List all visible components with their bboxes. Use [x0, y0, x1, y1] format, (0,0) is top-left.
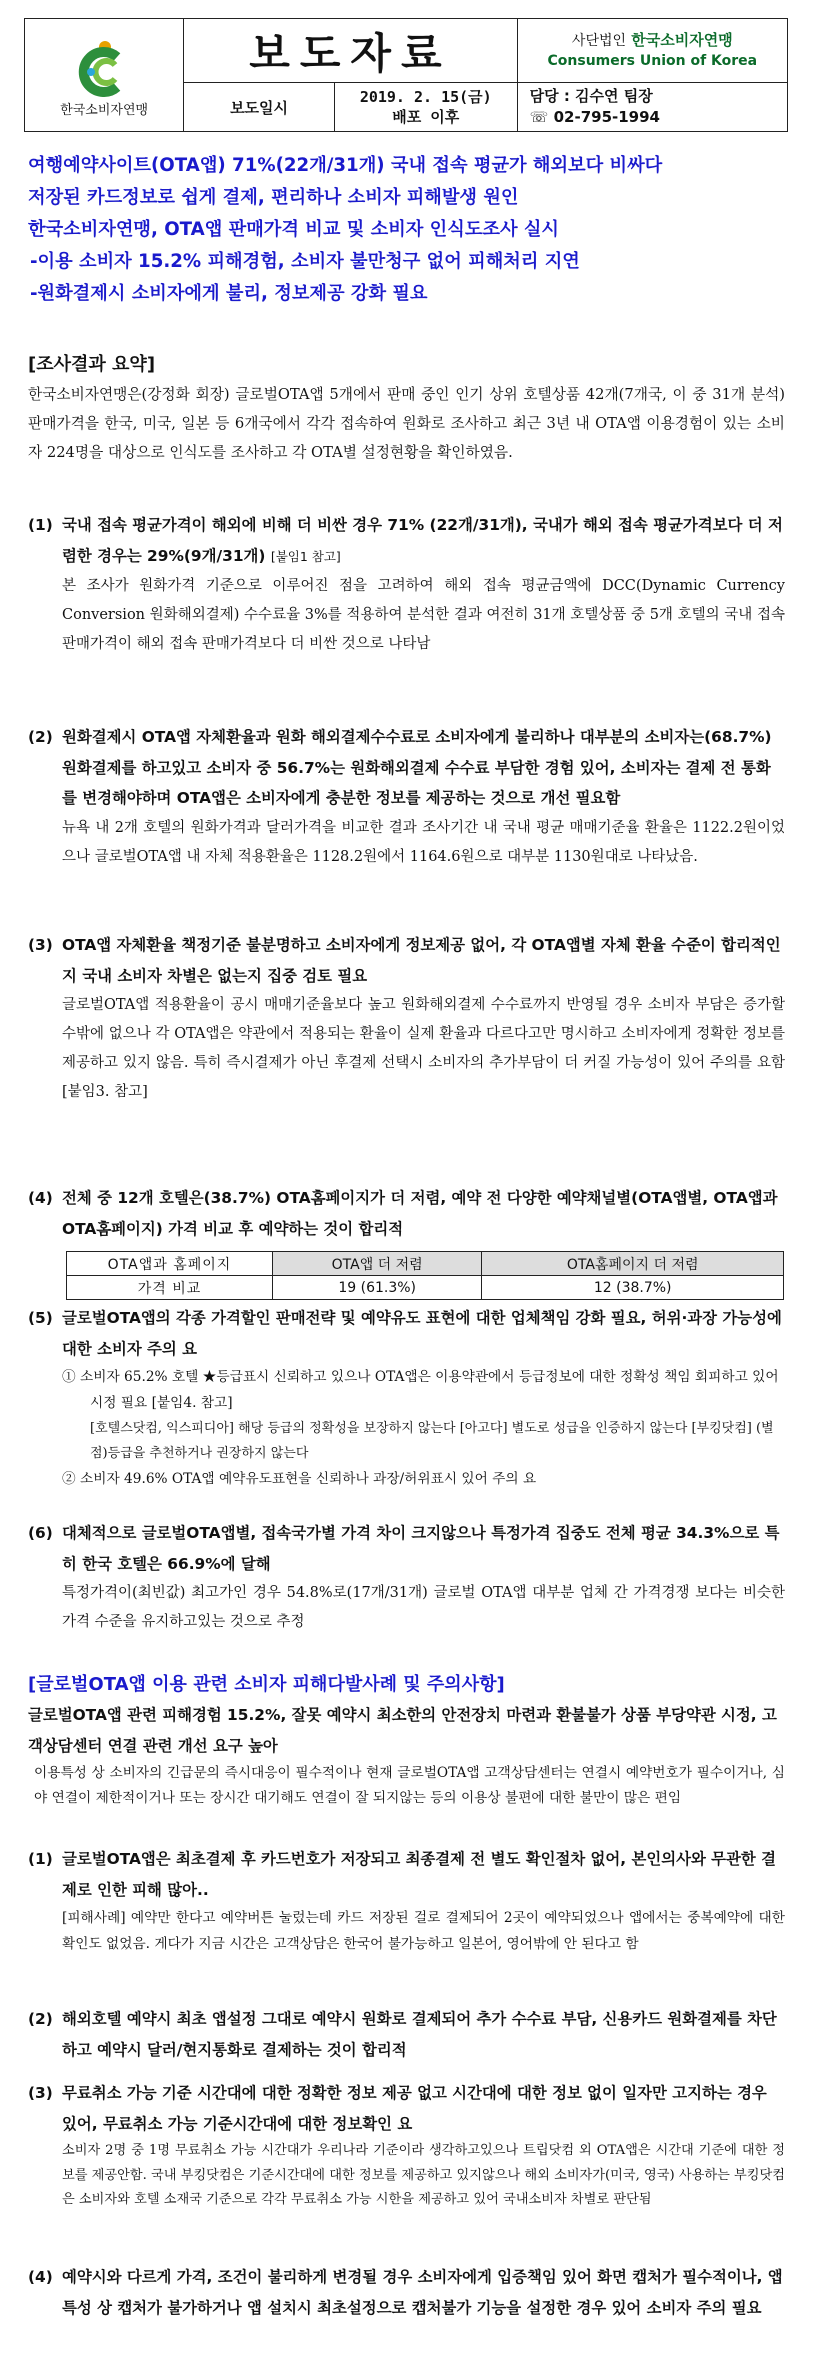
- item-heading: 해외호텔 예약시 최초 앱설정 그대로 예약시 원화로 결제되어 추가 수수료 부담, 신용카드 원화결제를 차단하고 예약시 달러/현지통화로 결제하는 것이 합리적: [62, 2010, 777, 2059]
- item-number: (1): [28, 516, 53, 534]
- damage-lead-body: 이용특성 상 소비자의 긴급문의 즉시대응이 필수적이나 현재 글로벌OTA앱 고객상담센터는 연결시 예약번호가 필수이거나, 심야 연결이 제한적이거나 또는 장시간 대기해도 연결이 잘 되지않는 등의 이용상 불편에 대한 불만이 많은 편임: [34, 1765, 785, 1806]
- org-logo: [25, 19, 184, 132]
- logo-org-name: 한국소비자연맹: [60, 102, 149, 118]
- headline-line: 저장된 카드정보로 쉽게 결제, 편리하나 소비자 피해발생 원인: [28, 187, 519, 208]
- damage-item-4: [28, 2262, 785, 2323]
- item-number: (2): [28, 2010, 53, 2028]
- item-body: 특정가격이(최빈값) 최고가인 경우 54.8%로(17개/31개) 글로벌 OTA앱 대부분 업체 간 가격경쟁 보다는 비슷한 가격 수준을 유지하고있는 것으로 추정: [62, 1585, 785, 1630]
- item-number: (6): [28, 1524, 53, 1542]
- item-note: [붙임1 참고]: [270, 548, 341, 564]
- item-number: (4): [28, 1189, 53, 1207]
- item-heading: 무료취소 가능 기준 시간대에 대한 정확한 정보 제공 없고 시간대에 대한 정보 없이 일자만 고지하는 경우 있어, 무료취소 가능 기준시간대에 대한 정보확인 요: [62, 2084, 767, 2133]
- item-heading: 글로벌OTA앱의 각종 가격할인 판매전략 및 예약유도 표현에 대한 업체책임 강화 필요, 허위·과장 가능성에 대한 소비자 주의 요: [62, 1309, 782, 1358]
- org-name-ko: 한국소비자연맹: [631, 31, 733, 49]
- item-body: [피해사례] 예약만 한다고 예약버튼 눌렀는데 카드 저장된 걸로 결제되어 2곳이 예약되었으나 앱에서는 중복예약에 대한 확인도 없었음. 게다가 지금 시간은 고객상담은 한국어 불가능하고 일본어, 영어밖에 안 된다고 함: [62, 1910, 785, 1952]
- org-prefix: 사단법인: [571, 33, 627, 49]
- compare-label-bottom: 가격 비교: [67, 1276, 273, 1300]
- compare-col2-value: 12 (38.7%): [482, 1276, 784, 1300]
- contact-phone: ☏ 02-795-1994: [529, 108, 660, 126]
- item-heading: OTA앱 자체환율 책정기준 불분명하고 소비자에게 정보제공 없어, 각 OTA앱별 자체 환율 수준이 합리적인지 국내 소비자 차별은 없는지 집중 검토 필요: [62, 936, 781, 985]
- item-number: (4): [28, 2268, 53, 2286]
- release-note: 배포 이후: [392, 108, 460, 126]
- headline-line: 여행예약사이트(OTA앱) 71%(22개/31개) 국내 접속 평균가 해외보다 비싸다: [28, 155, 663, 176]
- summary-item-3: [28, 930, 785, 1107]
- item-sub-point: ① 소비자 65.2% 호텔 ★등급표시 신뢰하고 있으나 OTA앱은 이용약관에서 등급정보에 대한 정확성 책임 회피하고 있어 시정 필요 [붙임4. 참고]: [62, 1369, 779, 1411]
- summary-item-2: [28, 722, 785, 872]
- header-table: [24, 18, 788, 132]
- document-title: 보도자료: [184, 19, 517, 83]
- item-number: (1): [28, 1850, 53, 1868]
- item-sub-note: [호텔스닷컴, 익스피디아] 해당 등급의 정확성을 보장하지 않는다 [아고다] 별도로 성급을 인증하지 않는다 [부킹닷컴] (별점)등급을 추천하거나 권장하지 않는다: [90, 1421, 774, 1461]
- item-heading: 전체 중 12개 호텔은(38.7%) OTA홈페이지가 더 저렴, 예약 전 다양한 예약채널별(OTA앱별, OTA앱과 OTA홈페이지) 가격 비교 후 예약하는 것이 합리적: [62, 1189, 778, 1238]
- release-label: 보도일시: [184, 83, 335, 132]
- summary-heading: [조사결과 요약]: [28, 354, 156, 375]
- summary-intro: 한국소비자연맹은(강정화 회장) 글로벌OTA앱 5개에서 판매 중인 인기 상위 호텔상품 42개(7개국, 이 중 31개 분석) 판매가격을 한국, 미국, 일본 등 6개국에서 각각 접속하여 원화로 조사하고 최근 3년 내 OTA앱 이용경험이 있는 소비자 224명을 대상으로 인식도를 조사하고 각 OTA별 설정현황을 확인하였음.: [28, 386, 785, 461]
- org-block: [517, 19, 787, 83]
- price-compare-table: [66, 1251, 784, 1300]
- item-body: 본 조사가 원화가격 기준으로 이루어진 점을 고려하여 해외 접속 평균금액에 DCC(Dynamic Currency Conversion 원화해외결제) 수수료율 3%를 적용하여 분석한 결과 여전히 31개 호텔상품 중 5개 호텔의 국내 접속 판매가격이 해외 접속 판매가격보다 더 비싼 것으로 나타남: [62, 578, 785, 652]
- contact-cell: [517, 83, 787, 132]
- item-heading: 원화결제시 OTA앱 자체환율과 원화 해외결제수수료로 소비자에게 불리하나 대부분의 소비자는(68.7%) 원화결제를 하고있고 소비자 중 56.7%는 원화해외결제 수수료 부담한 경험 있어, 소비자는 결제 전 통화를 변경해야하며 OTA앱은 소비자에게 충분한 정보를 제공하는 것으로 개선 필요함: [62, 728, 772, 807]
- item-number: (2): [28, 728, 53, 746]
- headline-block: [28, 150, 788, 310]
- damage-lead-heading: 글로벌OTA앱 관련 피해경험 15.2%, 잘못 예약시 최소한의 안전장치 마련과 환불불가 상품 부당약관 시정, 고객상담센터 연결 관련 개선 요구 높아: [28, 1706, 777, 1755]
- summary-item-6: [28, 1518, 785, 1637]
- summary-item-5: [28, 1303, 785, 1492]
- release-date-cell: [334, 83, 517, 132]
- damage-item-2: [28, 2004, 785, 2065]
- headline-subline: -이용 소비자 15.2% 피해경험, 소비자 불만청구 없어 피해처리 지연: [30, 251, 580, 272]
- item-number: (3): [28, 936, 53, 954]
- item-sub-point: ② 소비자 49.6% OTA앱 예약유도표현을 신뢰하나 과장/허위표시 있어 주의 요: [62, 1471, 537, 1487]
- item-number: (5): [28, 1309, 53, 1327]
- release-date: 2019. 2. 15(금): [359, 88, 492, 106]
- headline-subline: -원화결제시 소비자에게 불리, 정보제공 강화 필요: [30, 283, 428, 304]
- item-heading: 예약시와 다르게 가격, 조건이 불리하게 변경될 경우 소비자에게 입증책임 있어 화면 캡처가 필수적이나, 앱 특성 상 캡처가 불가하거나 앱 설치시 최초설정으로 캡처불가 기능을 설정한 경우 있어 소비자 주의 필요: [62, 2268, 783, 2317]
- headline-line: 한국소비자연맹, OTA앱 판매가격 비교 및 소비자 인식도조사 실시: [28, 219, 559, 240]
- compare-col1-value: 19 (61.3%): [273, 1276, 482, 1300]
- damage-lead: [28, 1700, 785, 1811]
- consumer-union-logo-icon: [69, 35, 139, 97]
- damage-item-3: [28, 2078, 785, 2213]
- item-heading: 대체적으로 글로벌OTA앱별, 접속국가별 가격 차이 크지않으나 특정가격 집중도 전체 평균 34.3%으로 특히 한국 호텔은 66.9%에 달해: [62, 1524, 780, 1573]
- summary-item-1: [28, 510, 785, 659]
- item-number: (3): [28, 2084, 53, 2102]
- compare-col1-head: OTA앱 더 저렴: [273, 1252, 482, 1276]
- contact-person: 담당 : 김수연 팀장: [529, 87, 653, 105]
- item-heading: 국내 접속 평균가격이 해외에 비해 더 비싼 경우 71% (22개/31개), 국내가 해외 접속 평균가격보다 더 저렴한 경우는 29%(9개/31개): [62, 516, 783, 565]
- item-body: 글로벌OTA앱 적용환율이 공시 매매기준율보다 높고 원화해외결제 수수료까지 반영될 경우 소비자 부담은 증가할 수밖에 없으나 각 OTA앱은 약관에서 적용되는 환율이 실제 환율과 다르다고만 명시하고 소비자에게 정확한 정보를 제공하고 있지 않음. 특히 즉시결제가 아닌 후결제 선택시 소비자의 추가부담이 더 커질 가능성이 있어 주의를 요함 [붙임3. 참고]: [62, 997, 785, 1100]
- compare-col2-head: OTA홈페이지 더 저렴: [482, 1252, 784, 1276]
- damage-heading: [글로벌OTA앱 이용 관련 소비자 피해다발사례 및 주의사항]: [28, 1674, 505, 1695]
- item-body: 소비자 2명 중 1명 무료취소 가능 시간대가 우리나라 기준이라 생각하고있으나 트립닷컴 외 OTA앱은 시간대 기준에 대한 정보를 제공안함. 국내 부킹닷컴은 기준시간대에 대한 정보를 제공하고 있지않으나 해외 소비자가(미국, 영국) 사용하는 부킹닷컴은 소비자와 호텔 소재국 기준으로 각각 무료취소 가능 시한을 제공하고 있어 국내소비자 차별로 판단됨: [62, 2143, 785, 2207]
- item-body: 뉴욕 내 2개 호텔의 원화가격과 달러가격을 비교한 결과 조사기간 내 국내 평균 매매기준율 환율은 1122.2원이었으나 글로벌OTA앱 내 자체 적용환율은 1128.2원에서 1164.6원으로 대부분 1130원대로 나타났음.: [62, 819, 785, 865]
- org-name-en: Consumers Union of Korea: [547, 53, 758, 69]
- damage-item-1: [28, 1844, 785, 1957]
- compare-label-top: OTA앱과 홈페이지: [67, 1252, 273, 1276]
- item-heading: 글로벌OTA앱은 최초결제 후 카드번호가 저장되고 최종결제 전 별도 확인절차 없어, 본인의사와 무관한 결제로 인한 피해 많아..: [62, 1850, 777, 1899]
- summary-item-4: [28, 1183, 785, 1244]
